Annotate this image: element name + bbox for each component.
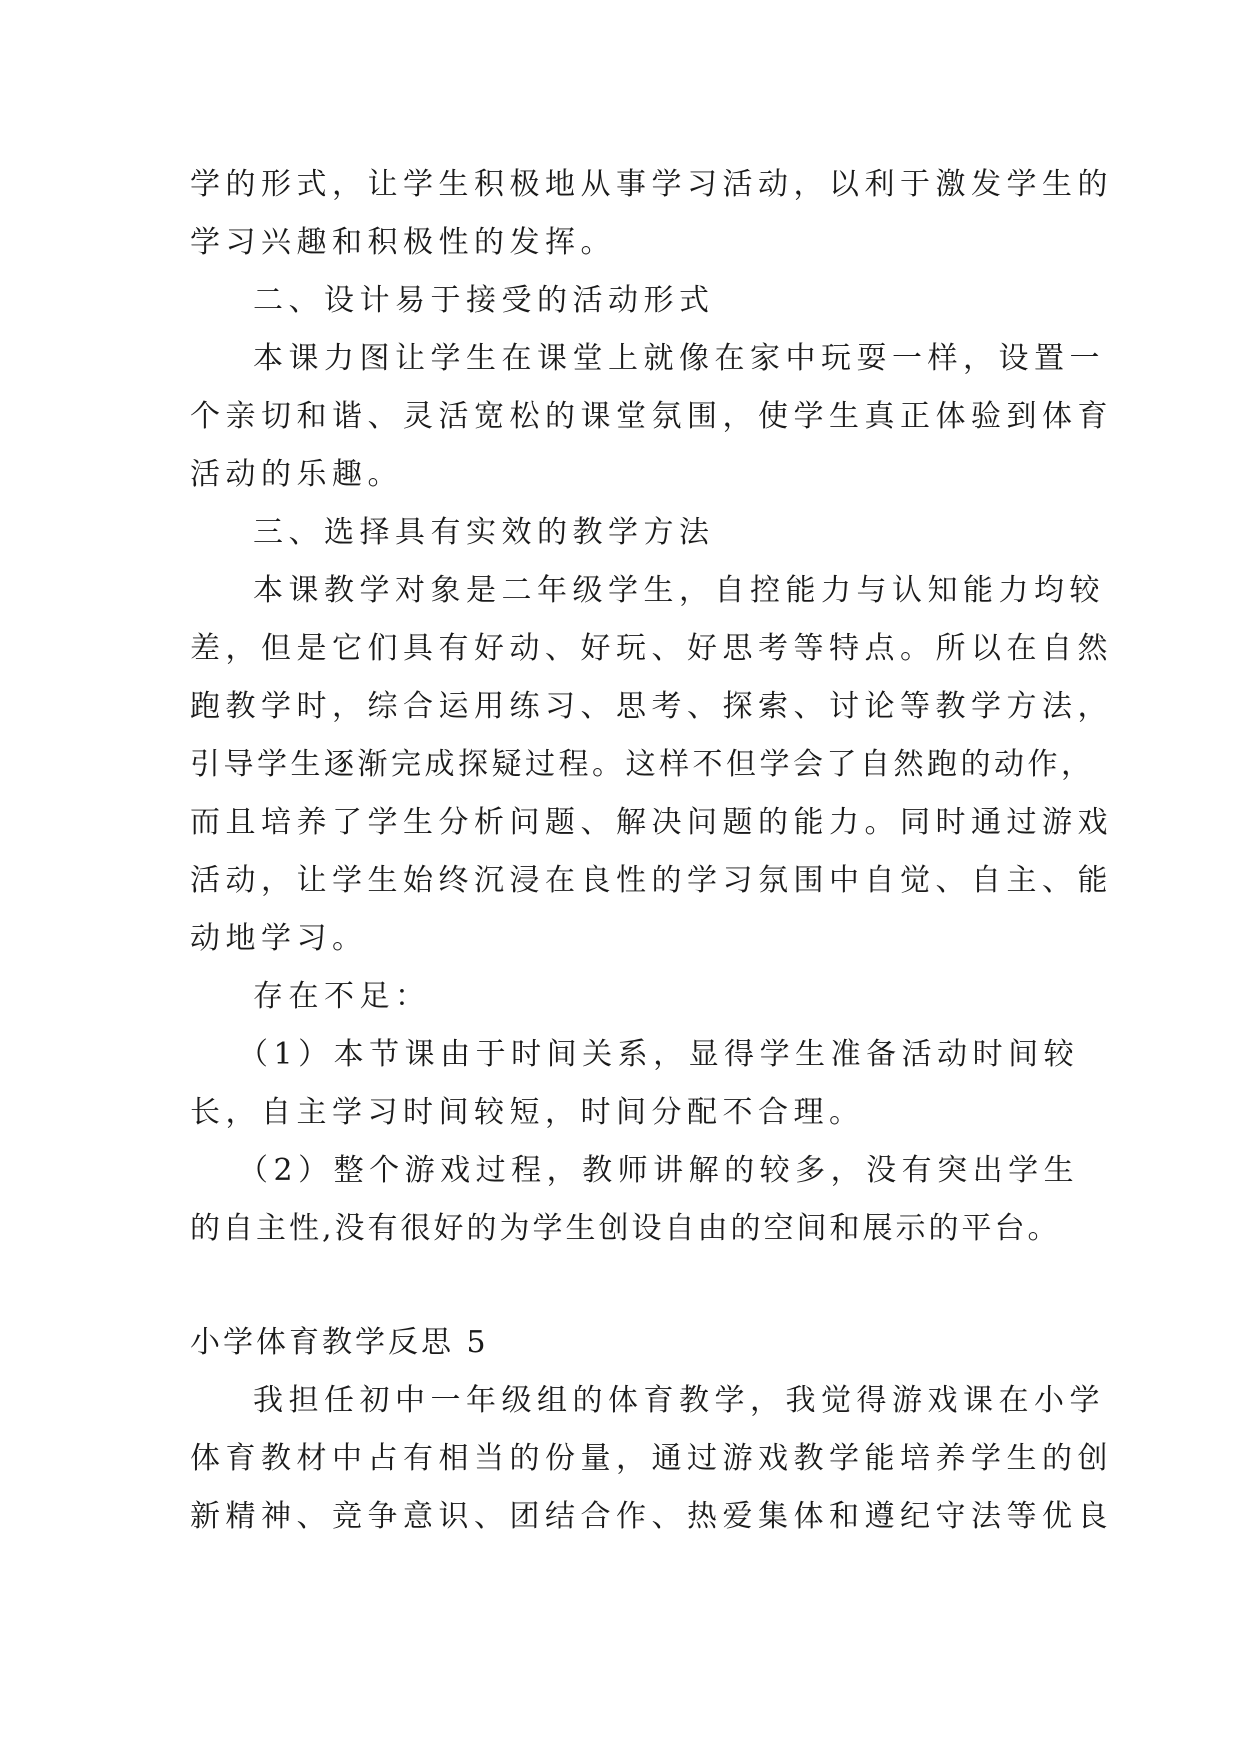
paragraph-line: 差，但是它们具有好动、好玩、好思考等特点。所以在自然 [190, 631, 1113, 666]
paragraph-line: 体育教材中占有相当的份量，通过游戏教学能培养学生的创 [190, 1441, 1113, 1476]
paragraph-line: 学习兴趣和积极性的发挥。 [190, 225, 616, 260]
paragraph-line: 本课教学对象是二年级学生，自控能力与认知能力均较 [253, 573, 1105, 608]
paragraph-line: 引导学生逐渐完成探疑过程。这样不但学会了自然跑的动作， [190, 747, 1095, 782]
paragraph-line: 而且培养了学生分析问题、解决问题的能力。同时通过游戏 [190, 805, 1113, 840]
section-heading: 三、选择具有实效的教学方法 [253, 515, 715, 550]
paragraph-line: 个亲切和谐、灵活宽松的课堂氛围，使学生真正体验到体育 [190, 399, 1113, 434]
paragraph-line: 学的形式，让学生积极地从事学习活动，以利于激发学生的 [190, 167, 1113, 202]
paragraph-line: 长，自主学习时间较短，时间分配不合理。 [190, 1095, 865, 1130]
paragraph-line: 新精神、竞争意识、团结合作、热爱集体和遵纪守法等优良 [190, 1499, 1113, 1534]
paragraph-line: 本课力图让学生在课堂上就像在家中玩耍一样，设置一 [253, 341, 1105, 376]
paragraph-line: 活动，让学生始终沉浸在良性的学习氛围中自觉、自主、能 [190, 863, 1113, 898]
section-heading: 存在不足： [253, 979, 431, 1014]
list-item: （2）整个游戏过程，教师讲解的较多，没有突出学生 [238, 1153, 1080, 1188]
list-item: （1）本节课由于时间关系，显得学生准备活动时间较 [238, 1037, 1080, 1072]
document-title: 小学体育教学反思 5 [190, 1325, 489, 1360]
paragraph-line: 动地学习。 [190, 921, 368, 956]
paragraph-line: 的自主性,没有很好的为学生创设自由的空间和展示的平台。 [190, 1211, 1061, 1246]
section-heading: 二、设计易于接受的活动形式 [253, 283, 715, 318]
paragraph-line: 我担任初中一年级组的体育教学，我觉得游戏课在小学 [253, 1383, 1105, 1418]
paragraph-line: 活动的乐趣。 [190, 457, 403, 492]
paragraph-line: 跑教学时，综合运用练习、思考、探索、讨论等教学方法， [190, 689, 1113, 724]
